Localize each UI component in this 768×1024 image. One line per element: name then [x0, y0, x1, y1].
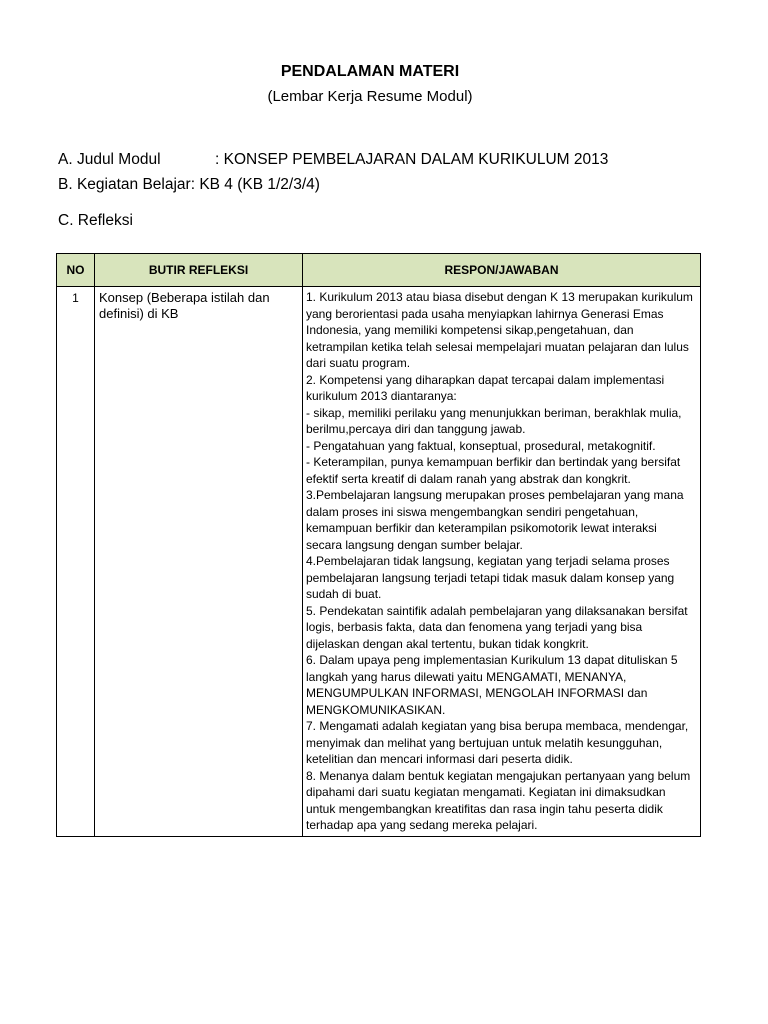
- kegiatan-belajar-value: : KB 4 (KB 1/2/3/4): [190, 176, 320, 193]
- respon-paragraph: 5. Pendekatan saintifik adalah pembelajaran yang dilaksanakan bersifat logis, berbasis fakta, data dan fenomena yang terjadi yang bisa dijelaskan dengan akal tertentu, bukan tidak kongkrit.: [306, 603, 688, 651]
- kegiatan-belajar-line: [58, 175, 320, 195]
- respon-paragraph: 8. Menanya dalam bentuk kegiatan mengajukan pertanyaan yang belum dipahami dari suatu kegiatan mengamati. Kegiatan ini dimaksudkan untuk mengembangkan kreatifitas dan rasa ingin tahu peserta didik terhadap apa yang sedang mereka pelajari.: [306, 768, 691, 832]
- judul-modul-value: : KONSEP PEMBELAJARAN DALAM KURIKULUM 2013: [215, 151, 609, 168]
- refleksi-label: C. Refleksi: [58, 212, 133, 229]
- respon-paragraph: 3.Pembelajaran langsung merupakan proses pembelajaran yang mana dalam proses ini siswa mengembangkan sendiri pengetahuan, kemampuan berfikir dan keterampilan psikomotorik lewat interaksi secara langsung dengan sumber belajar.: [306, 488, 684, 552]
- judul-modul-label: A. Judul Modul: [58, 151, 161, 168]
- reflection-table: [56, 253, 701, 837]
- page-subtitle: (Lembar Kerja Resume Modul): [267, 88, 473, 105]
- page-title: PENDALAMAN MATERI: [280, 63, 460, 80]
- kegiatan-belajar-label: B. Kegiatan Belajar: [58, 176, 191, 193]
- respon-paragraph: - Pengatahuan yang faktual, konseptual, prosedural, metakognitif.: [306, 438, 656, 453]
- table-header-row: [57, 254, 701, 287]
- respon-paragraph: 2. Kompetensi yang diharapkan dapat tercapai dalam implementasi kurikulum 2013 diantaranya:: [306, 372, 665, 403]
- header-no: NO: [57, 254, 95, 287]
- header-butir-refleksi: BUTIR REFLEKSI: [95, 254, 303, 287]
- respon-paragraph: - Keterampilan, punya kemampuan berfikir dan bertindak yang bersifat efektif serta kreatif di dalam ranah yang abstrak dan kongkrit.: [306, 455, 681, 486]
- header-respon-jawaban: RESPON/JAWABAN: [303, 254, 701, 287]
- refleksi-line: [58, 211, 133, 231]
- respon-paragraph: 4.Pembelajaran tidak langsung, kegiatan yang terjadi selama proses pembelajaran langsung terjadi tetapi tidak masuk dalam konsep yang sudah di buat.: [306, 554, 675, 601]
- respon-cell: [303, 287, 701, 837]
- butir-refleksi-cell: Konsep (Beberapa istilah dan definisi) di KB: [95, 287, 303, 837]
- respon-paragraph: 1. Kurikulum 2013 atau biasa disebut dengan K 13 merupakan kurikulum yang berorientasi pada usaha menyiapkan lahirnya Generasi Emas Indonesia, yang memiliki kompetensi sikap,pengetahuan, dan ketrampilan ketika telah selesai mempelajari muatan pelajaran dan lulus dari suatu program.: [306, 290, 693, 370]
- judul-modul-line: [58, 150, 608, 170]
- respon-paragraph: 6. Dalam upaya peng implementasian Kurikulum 13 dapat dituliskan 5 langkah yang harus dilewati yaitu MENGAMATI, MENANYA, MENGUMPULKAN INFORMASI, MENGOLAH INFORMASI dan MENGKOMUNIKASIKAN.: [306, 653, 678, 717]
- row-number: 1: [57, 287, 95, 837]
- respon-paragraph: - sikap, memiliki perilaku yang menunjukkan beriman, berakhlak mulia, berilmu,percaya diri dan tanggung jawab.: [306, 405, 682, 436]
- table-row: [57, 287, 701, 837]
- respon-paragraph: 7. Mengamati adalah kegiatan yang bisa berupa membaca, mendengar, menyimak dan melihat yang bertujuan untuk melatih kesungguhan, ketelitian dan mencari informasi dari peserta didik.: [306, 719, 689, 766]
